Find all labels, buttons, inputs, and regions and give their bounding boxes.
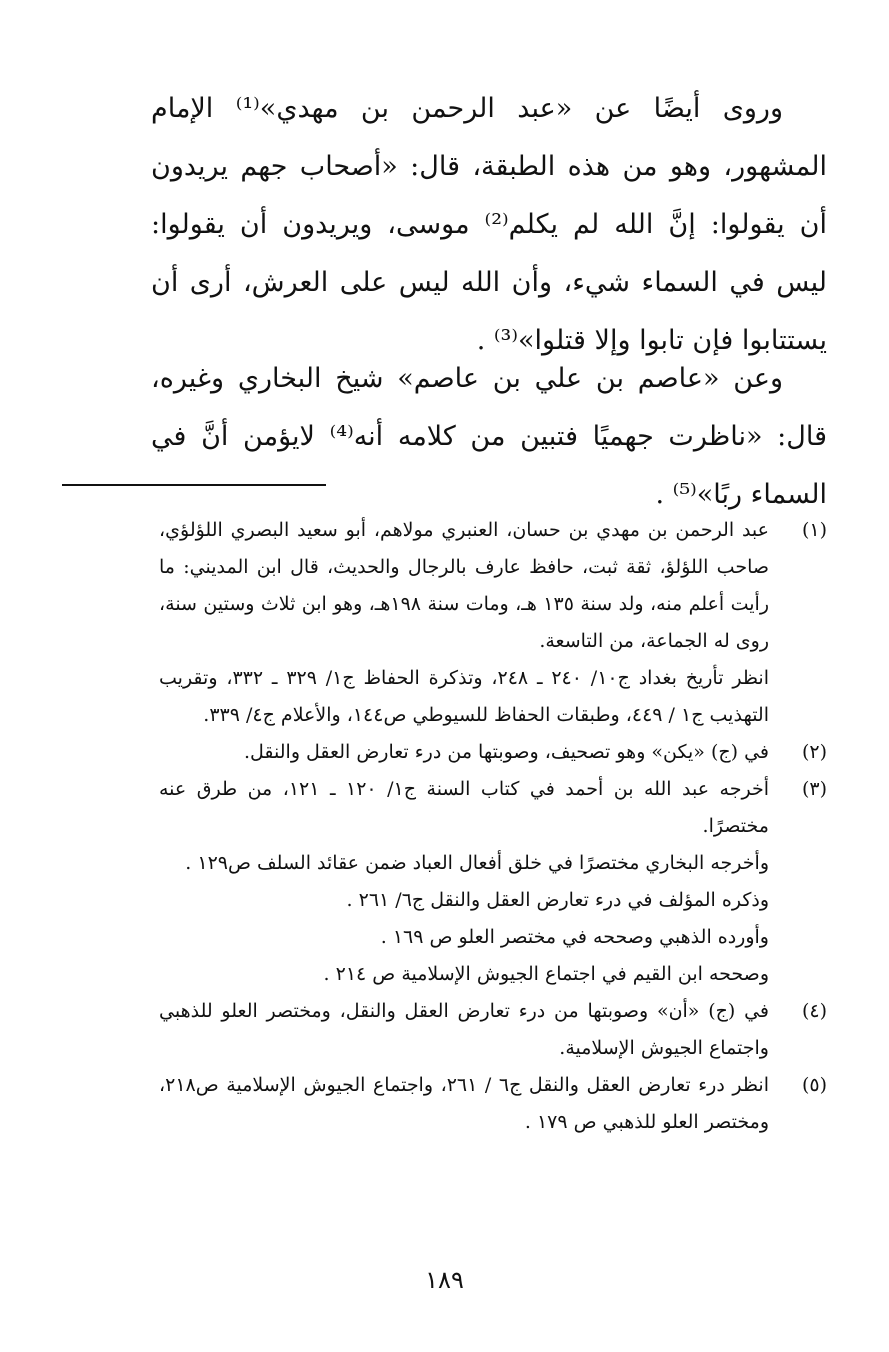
page-number: ١٨٩ xyxy=(425,1266,464,1294)
main-paragraph-1 xyxy=(151,80,827,370)
footnote-line: عبد الرحمن بن مهدي بن حسان، العنبري مولاهم، أبو سعيد البصري اللؤلؤي، صاحب اللؤلؤ، ثقة ثبت، حافظ عارف بالرجال والحديث، قال ابن المديني: ما رأيت أعلم منه، ولد سنة ١٣٥ هـ، ومات سنة ١٩٨هـ، وهو ابن ثلاث وستين سنة، روى له الجماعة، من التاسعة. xyxy=(159,519,769,652)
footnotes xyxy=(159,512,827,1141)
main-paragraph-2 xyxy=(151,350,827,524)
footnote-number: (١) xyxy=(801,519,827,541)
paragraph-text: وروى أيضًا عن «عبد الرحمن بن مهدي»⁽¹⁾ الإمام المشهور، وهو من هذه الطبقة، قال: «أصحاب جهم يريدون أن يقولوا: إنَّ الله لم يكلم⁽²⁾ موسى، ويريدون أن يقولوا: ليس في السماء شيء، وأن الله ليس على العرش، أرى أن يستتابوا فإن تابوا وإلا قتلوا»⁽³⁾ . xyxy=(151,93,827,356)
footnote-line: انظر درء تعارض العقل والنقل ج٦ / ٢٦١، واجتماع الجيوش الإسلامية ص٢١٨، ومختصر العلو للذهبي ص ١٧٩ . xyxy=(159,1074,769,1133)
footnote-5 xyxy=(159,1067,827,1141)
footnote-line: في (ج) «يكن» وهو تصحيف، وصوبتها من درء تعارض العقل والنقل. xyxy=(243,741,769,763)
footnote-number: (٥) xyxy=(801,1074,827,1096)
footnote-1 xyxy=(159,512,827,734)
footnote-number: (٣) xyxy=(801,778,827,800)
footnote-line: وذكره المؤلف في درء تعارض العقل والنقل ج٦/ ٢٦١ . xyxy=(346,889,769,911)
footnote-line: وأورده الذهبي وصححه في مختصر العلو ص ١٦٩ . xyxy=(380,926,769,948)
footnote-number: (٢) xyxy=(801,741,827,763)
paragraph-text: وعن «عاصم بن علي بن عاصم» شيخ البخاري وغيره، قال: «ناظرت جهميًا فتبين من كلامه أنه⁽⁴⁾ لايؤمن أنَّ في السماء ربًا»⁽⁵⁾ . xyxy=(151,363,827,510)
footnote-3 xyxy=(159,771,827,993)
footnote-2 xyxy=(159,734,827,771)
footnote-line: وأخرجه البخاري مختصرًا في خلق أفعال العباد ضمن عقائد السلف ص١٢٩ . xyxy=(185,852,769,874)
footnote-separator xyxy=(62,484,326,486)
footnote-line: أخرجه عبد الله بن أحمد في كتاب السنة ج١/ ١٢٠ ـ ١٢١، من طرق عنه مختصرًا. xyxy=(159,778,769,837)
footnote-line: في (ج) «أن» وصوبتها من درء تعارض العقل والنقل، ومختصر العلو للذهبي واجتماع الجيوش الإسلامية. xyxy=(159,1000,769,1059)
footnote-line: وصححه ابن القيم في اجتماع الجيوش الإسلامية ص ٢١٤ . xyxy=(323,963,769,985)
footnote-number: (٤) xyxy=(801,1000,827,1022)
footnote-4 xyxy=(159,993,827,1067)
footnote-line: انظر تأريخ بغداد ج١٠/ ٢٤٠ ـ ٢٤٨، وتذكرة الحفاظ ج١/ ٣٢٩ ـ ٣٣٢، وتقريب التهذيب ج١ / ٤٤٩، وطبقات الحفاظ للسيوطي ص١٤٤، والأعلام ج٤/ ٣٣٩. xyxy=(159,667,769,726)
